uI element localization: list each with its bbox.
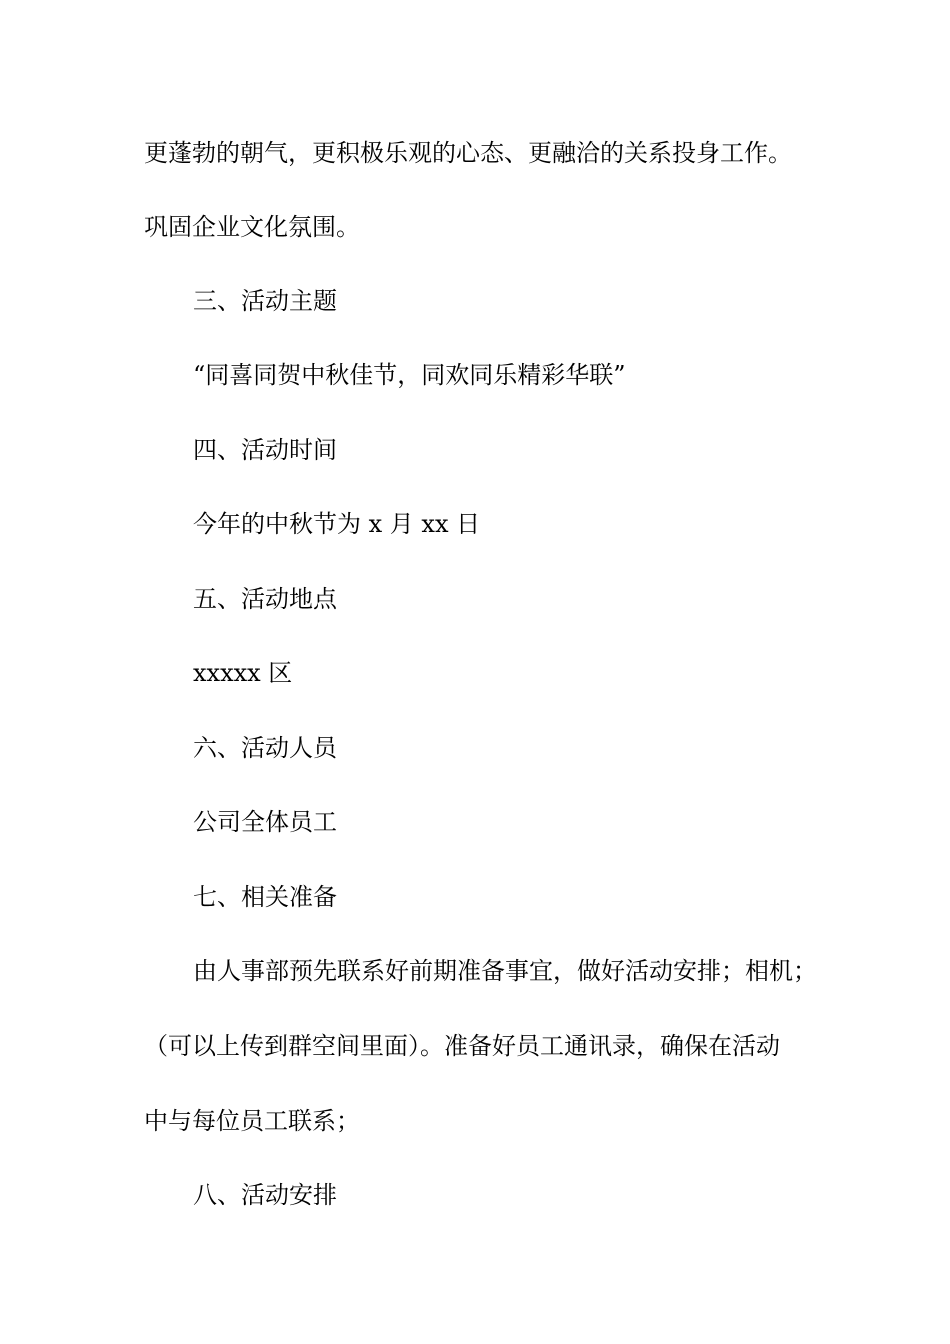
paragraph-line: 由人事部预先联系好前期准备事宜，做好活动安排；相机； xyxy=(193,957,817,985)
paragraph-line: 中与每位员工联系； xyxy=(144,1107,360,1135)
activity-participants-text: 公司全体员工 xyxy=(193,808,337,836)
activity-theme-text: “同喜同贺中秋佳节，同欢同乐精彩华联” xyxy=(193,361,626,389)
paragraph-line: 巩固企业文化氛围。 xyxy=(144,213,360,241)
section-heading-theme: 三、活动主题 xyxy=(193,287,337,315)
section-heading-preparation: 七、相关准备 xyxy=(193,883,337,911)
activity-time-text: 今年的中秋节为 x 月 xx 日 xyxy=(193,510,481,538)
section-heading-time: 四、活动时间 xyxy=(193,436,337,464)
section-heading-arrangement: 八、活动安排 xyxy=(193,1181,337,1209)
activity-location-text: xxxxx 区 xyxy=(193,659,293,687)
section-heading-location: 五、活动地点 xyxy=(193,585,337,613)
paragraph-line: （可以上传到群空间里面）。准备好员工通讯录，确保在活动 xyxy=(144,1032,780,1060)
paragraph-line: 更蓬勃的朝气，更积极乐观的心态、更融洽的关系投身工作。 xyxy=(144,139,792,167)
section-heading-participants: 六、活动人员 xyxy=(193,734,337,762)
